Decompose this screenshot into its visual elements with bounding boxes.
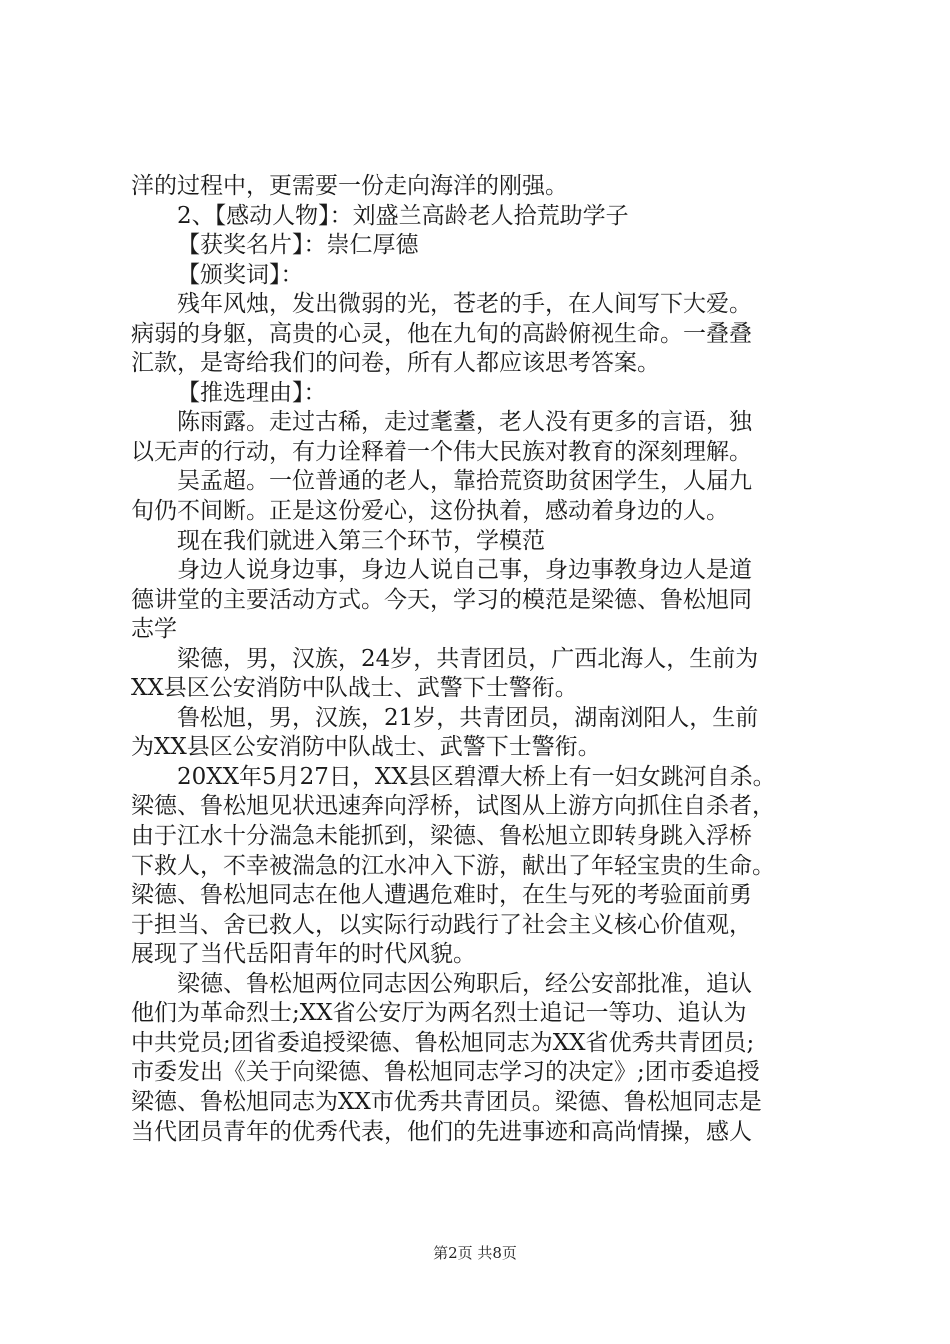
text-line: 于担当、舍已救人，以实际行动践行了社会主义核心价值观， <box>131 911 752 938</box>
text-line: 市委发出《关于向梁德、鲁松旭同志学习的决定》;团市委追授 <box>131 1059 760 1086</box>
text-line: 梁德，男，汉族，24岁，共青团员，广西北海人，生前为 <box>177 645 759 672</box>
text-line: 残年风烛，发出微弱的光，苍老的手，在人间写下大爱。 <box>177 291 752 318</box>
text-line: 【颁奖词】： <box>177 261 304 288</box>
text-line: 梁德、鲁松旭见状迅速奔向浮桥，试图从上游方向抓住自杀者， <box>131 793 775 820</box>
text-line: 吴孟超。一位普通的老人，靠拾荒资助贫困学生，人届九 <box>177 468 752 495</box>
text-line: 中共党员;团省委追授梁德、鲁松旭同志为XX省优秀共青团员; <box>131 1029 755 1056</box>
text-line: 病弱的身躯，高贵的心灵，他在九旬的高龄俯视生命。一叠叠 <box>131 320 752 347</box>
text-line: 梁德、鲁松旭两位同志因公殉职后，经公安部批准，追认 <box>177 970 752 997</box>
text-line: 下救人，不幸被湍急的江水冲入下游，献出了年轻宝贵的生命。 <box>131 852 775 879</box>
text-line: 旬仍不间断。正是这份爱心，这份执着，感动着身边的人。 <box>131 498 729 525</box>
text-line: 现在我们就进入第三个环节，学模范 <box>177 527 545 554</box>
page-number: 第2页 共8页 <box>433 1244 517 1262</box>
text-line: 由于江水十分湍急未能抓到，梁德、鲁松旭立即转身跳入浮桥 <box>131 823 752 850</box>
text-line: 20XX年5月27日，XX县区碧潭大桥上有一妇女跳河自杀。 <box>177 763 776 790</box>
text-line: 梁德、鲁松旭同志在他人遭遇危难时，在生与死的考验面前勇 <box>131 882 752 909</box>
text-line: 志学 <box>131 616 177 643</box>
text-line: 【获奖名片】：崇仁厚德 <box>177 232 419 259</box>
text-line: 【推选理由】： <box>177 379 327 406</box>
text-line: 2、【感动人物】：刘盛兰高龄老人拾荒助学子 <box>177 202 629 229</box>
page-footer <box>0 1242 950 1263</box>
text-line: 以无声的行动，有力诠释着一个伟大民族对教育的深刻理解。 <box>131 438 752 465</box>
text-line: 他们为革命烈士;XX省公安厅为两名烈士追记一等功、追认为 <box>131 1000 747 1027</box>
text-line: 鲁松旭，男，汉族，21岁，共青团员，湖南浏阳人，生前 <box>177 704 759 731</box>
text-line: 陈雨露。走过古稀，走过耄耋，老人没有更多的言语，独 <box>177 409 752 436</box>
document-body <box>131 172 831 1147</box>
text-line: 德讲堂的主要活动方式。今天，学习的模范是梁德、鲁松旭同 <box>131 586 752 613</box>
text-line: 梁德、鲁松旭同志为XX市优秀共青团员。梁德、鲁松旭同志是 <box>131 1088 762 1115</box>
text-line: 汇款，是寄给我们的问卷，所有人都应该思考答案。 <box>131 350 660 377</box>
text-line: 当代团员青年的优秀代表，他们的先进事迹和高尚情操，感人 <box>131 1118 752 1145</box>
text-line: 为XX县区公安消防中队战士、武警下士警衔。 <box>131 734 601 761</box>
text-line: 展现了当代岳阳青年的时代风貌。 <box>131 941 476 968</box>
text-line: XX县区公安消防中队战士、武警下士警衔。 <box>131 675 578 702</box>
text-line: 身边人说身边事，身边人说自己事，身边事教身边人是道 <box>177 557 752 584</box>
text-line: 洋的过程中，更需要一份走向海洋的刚强。 <box>131 173 568 199</box>
